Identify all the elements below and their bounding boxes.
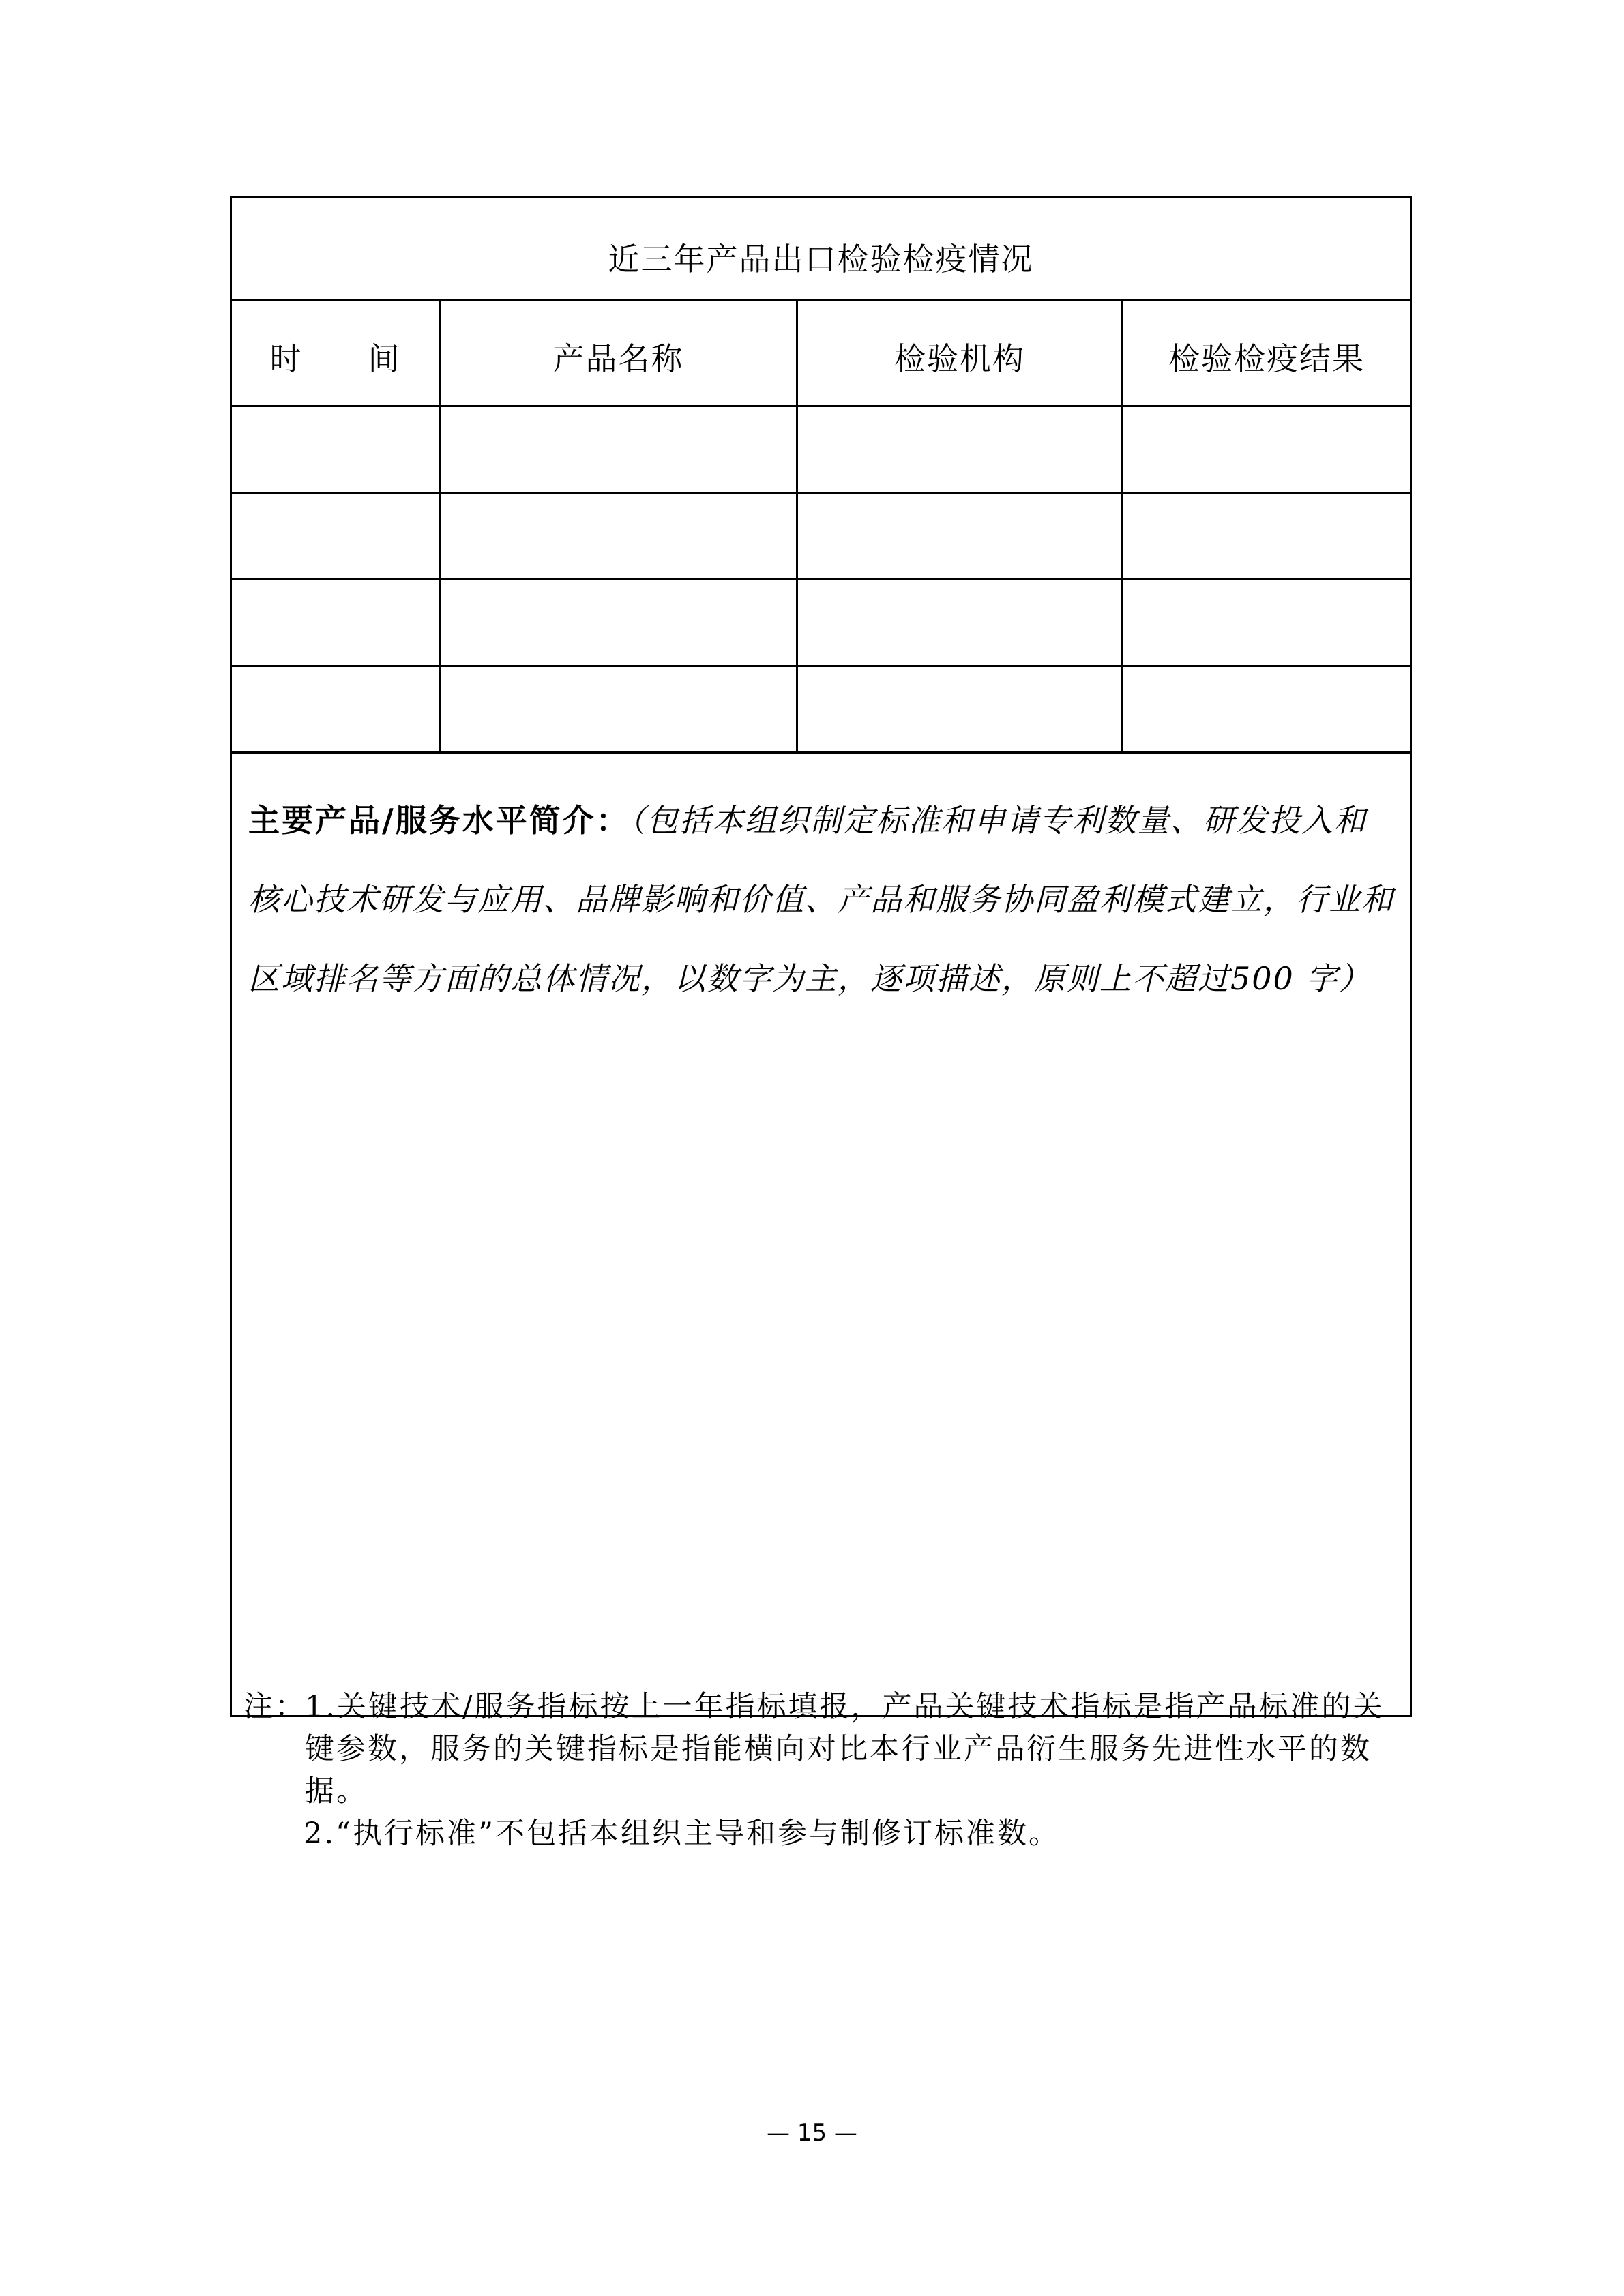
header-time-char1: 时 [269, 340, 303, 377]
table-row [231, 666, 1411, 753]
notes-section [243, 1686, 1417, 1855]
table-title: 近三年产品出口检验检疫情况 [231, 198, 1411, 301]
note-2 [243, 1813, 1417, 1855]
header-time-char2: 间 [368, 340, 401, 377]
cell-time[interactable] [231, 580, 440, 666]
export-inspection-table [230, 196, 1412, 1717]
summary-label: 主要产品/服务水平简介： [248, 802, 630, 839]
cell-inspection-agency[interactable] [797, 580, 1123, 666]
header-inspection-result: 检验检疫结果 [1123, 301, 1411, 406]
note-2-text: 2.“执行标准”不包括本组织主导和参与制修订标准数。 [304, 1817, 1060, 1851]
page-number: — 15 — [767, 2119, 857, 2147]
table-row [231, 580, 1411, 666]
summary-section[interactable] [231, 753, 1411, 1716]
cell-time[interactable] [231, 666, 440, 753]
summary-hint: （包括本组织制定标准和申请专利数量、研发投入和核心技术研发与应用、品牌影响和价值、产品和服务协同盈利模式建立，行业和区域排名等方面的总体情况，以数字为主，逐项描述，原则上不超过500 字） [248, 802, 1394, 997]
table-row [231, 406, 1411, 493]
cell-product-name[interactable] [440, 493, 797, 580]
cell-inspection-result[interactable] [1123, 493, 1411, 580]
table-row [231, 493, 1411, 580]
note-1-text: 1.关键技术/服务指标按上一年指标填报，产品关键技术指标是指产品标准的关键参数，服务的关键指标是指能横向对比本行业产品衍生服务先进性水平的数据。 [305, 1690, 1385, 1808]
header-product-name: 产品名称 [440, 301, 797, 406]
header-inspection-agency: 检验机构 [797, 301, 1123, 406]
note-prefix: 注： [243, 1690, 306, 1724]
cell-inspection-agency[interactable] [797, 406, 1123, 493]
cell-inspection-agency[interactable] [797, 666, 1123, 753]
note-1 [243, 1686, 1417, 1813]
cell-time[interactable] [231, 406, 440, 493]
header-time [231, 301, 440, 406]
cell-inspection-result[interactable] [1123, 580, 1411, 666]
cell-product-name[interactable] [440, 666, 797, 753]
cell-inspection-result[interactable] [1123, 406, 1411, 493]
cell-product-name[interactable] [440, 580, 797, 666]
cell-inspection-result[interactable] [1123, 666, 1411, 753]
cell-inspection-agency[interactable] [797, 493, 1123, 580]
cell-product-name[interactable] [440, 406, 797, 493]
cell-time[interactable] [231, 493, 440, 580]
